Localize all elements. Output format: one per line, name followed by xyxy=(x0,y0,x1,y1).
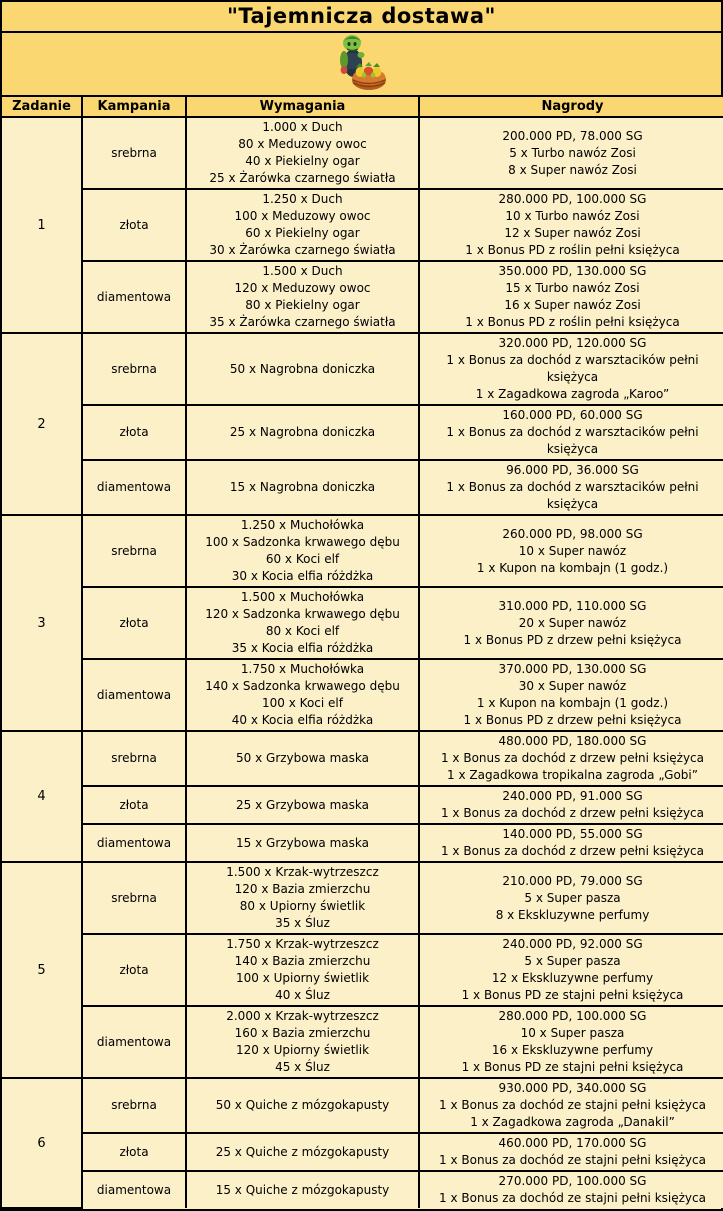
campaign-cell: diamentowa xyxy=(82,659,186,731)
campaign-cell: diamentowa xyxy=(82,824,186,862)
reward-line: 20 x Super nawóz xyxy=(518,615,627,630)
campaign-cell: diamentowa xyxy=(82,1006,186,1078)
requirements-cell xyxy=(186,333,419,405)
tier-row xyxy=(2,333,723,405)
requirement-line: 1.750 x Muchołówka xyxy=(240,662,365,676)
tier-row xyxy=(2,460,723,515)
reward-line: 1 x Bonus za dochód ze stajni pełni księżyca xyxy=(439,1191,706,1205)
requirement-line: 1.250 x Muchołówka xyxy=(240,518,365,532)
rewards-cell xyxy=(419,1006,723,1078)
reward-line: 1 x Bonus za dochód ze stajni pełni księżyca xyxy=(439,1098,706,1112)
rewards-cell xyxy=(419,731,723,786)
requirements-cell xyxy=(186,1171,419,1208)
reward-line: 1 x Bonus PD z roślin pełni księżyca xyxy=(465,243,680,257)
rewards-cell xyxy=(419,189,723,261)
campaign-cell: złota xyxy=(82,786,186,824)
requirement-line: 40 x Piekielny ogar xyxy=(245,154,360,168)
requirements-cell xyxy=(186,824,419,862)
requirement-line: 160 x Bazia zmierzchu xyxy=(234,1026,371,1040)
reward-line: 1 x Bonus za dochód z drzew pełni księżyca xyxy=(440,751,705,765)
tasks-body xyxy=(2,117,723,1208)
requirement-line: 60 x Piekielny ogar xyxy=(245,226,360,240)
reward-line: 30 x Super nawóz xyxy=(518,679,627,693)
requirements-cell xyxy=(186,460,419,515)
reward-line: 350.000 PD, 130.000 SG xyxy=(498,264,647,278)
reward-line: 480.000 PD, 180.000 SG xyxy=(498,734,647,748)
campaign-cell: diamentowa xyxy=(82,1171,186,1208)
task-number-cell: 6 xyxy=(2,1078,82,1208)
column-header-wymagania: Wymagania xyxy=(186,97,419,117)
reward-line: 1 x Bonus za dochód z warsztacików pełni księżyca xyxy=(446,353,699,384)
rewards-cell xyxy=(419,1078,723,1133)
tier-row xyxy=(2,587,723,659)
requirements-cell xyxy=(186,405,419,460)
reward-line: 1 x Zagadkowa zagroda „Danakil” xyxy=(470,1115,675,1129)
tier-row xyxy=(2,1171,723,1208)
requirements-cell xyxy=(186,862,419,934)
campaign-cell: złota xyxy=(82,587,186,659)
tier-row xyxy=(2,189,723,261)
reward-line: 8 x Super nawóz Zosi xyxy=(508,162,637,177)
mascot-banner xyxy=(2,33,721,97)
rewards-cell xyxy=(419,460,723,515)
campaign-cell: złota xyxy=(82,405,186,460)
requirements-cell xyxy=(186,587,419,659)
requirements-cell xyxy=(186,731,419,786)
reward-line: 5 x Super pasza xyxy=(524,954,621,968)
requirement-line: 15 x Nagrobna doniczka xyxy=(229,480,376,494)
tier-row xyxy=(2,1078,723,1133)
reward-line: 5 x Turbo nawóz Zosi xyxy=(509,145,636,160)
reward-line: 160.000 PD, 60.000 SG xyxy=(502,408,643,422)
reward-line: 12 x Ekskluzywne perfumy xyxy=(491,971,654,985)
reward-line: 1 x Bonus za dochód ze stajni pełni księżyca xyxy=(439,1153,706,1167)
requirement-line: 60 x Koci elf xyxy=(265,552,340,566)
requirements-cell xyxy=(186,659,419,731)
requirement-line: 1.500 x Muchołówka xyxy=(240,590,365,604)
requirement-line: 30 x Żarówka czarnego światła xyxy=(209,243,396,257)
reward-line: 12 x Super nawóz Zosi xyxy=(504,226,641,240)
requirement-line: 40 x Śluz xyxy=(275,988,330,1002)
reward-line: 1 x Zagadkowa tropikalna zagroda „Gobi” xyxy=(447,768,698,782)
rewards-cell xyxy=(419,405,723,460)
rewards-cell xyxy=(419,261,723,333)
rewards-cell xyxy=(419,659,723,731)
campaign-cell: złota xyxy=(82,934,186,1006)
reward-line: 460.000 PD, 170.000 SG xyxy=(498,1136,647,1150)
reward-line: 15 x Turbo nawóz Zosi xyxy=(505,281,640,295)
requirement-line: 1.750 x Krzak-wytrzeszcz xyxy=(226,937,379,951)
requirement-line: 120 x Meduzowy owoc xyxy=(234,281,371,295)
requirement-line: 50 x Nagrobna doniczka xyxy=(229,361,376,376)
reward-line: 1 x Bonus PD z drzew pełni księżyca xyxy=(463,713,682,727)
tier-row xyxy=(2,786,723,824)
requirement-line: 35 x Kocia elfia różdżka xyxy=(231,641,374,655)
rewards-cell xyxy=(419,1133,723,1171)
reward-line: 270.000 PD, 100.000 SG xyxy=(498,1174,647,1188)
requirement-line: 15 x Quiche z mózgokapusty xyxy=(215,1182,390,1197)
task-number-cell: 3 xyxy=(2,515,82,731)
campaign-cell: złota xyxy=(82,1133,186,1171)
rewards-cell xyxy=(419,587,723,659)
rewards-cell xyxy=(419,786,723,824)
reward-line: 1 x Zagadkowa zagroda „Karoo” xyxy=(475,387,670,401)
requirement-line: 50 x Grzybowa maska xyxy=(236,751,369,765)
reward-line: 1 x Bonus za dochód z drzew pełni księżyca xyxy=(440,806,705,820)
column-header-kampania: Kampania xyxy=(82,97,186,117)
campaign-cell: srebrna xyxy=(82,333,186,405)
tier-row xyxy=(2,862,723,934)
requirements-cell xyxy=(186,1133,419,1171)
requirement-line: 50 x Quiche z mózgokapusty xyxy=(215,1098,390,1112)
reward-line: 1 x Bonus PD z roślin pełni księżyca xyxy=(465,315,680,329)
campaign-cell: złota xyxy=(82,189,186,261)
campaign-cell: srebrna xyxy=(82,731,186,786)
requirement-line: 120 x Bazia zmierzchu xyxy=(234,882,371,896)
requirements-cell xyxy=(186,1006,419,1078)
rewards-cell xyxy=(419,862,723,934)
requirement-line: 80 x Upiorny świetlik xyxy=(239,899,366,913)
reward-line: 16 x Ekskluzywne perfumy xyxy=(491,1043,654,1057)
requirement-line: 25 x Quiche z mózgokapusty xyxy=(215,1144,390,1159)
reward-line: 10 x Super nawóz xyxy=(518,543,627,558)
requirement-line: 2.000 x Krzak-wytrzeszcz xyxy=(226,1009,379,1023)
quest-table xyxy=(2,97,723,1209)
rewards-cell xyxy=(419,515,723,587)
tier-row xyxy=(2,1133,723,1171)
reward-line: 260.000 PD, 98.000 SG xyxy=(502,526,643,541)
requirements-cell xyxy=(186,261,419,333)
task-number-cell: 1 xyxy=(2,117,82,333)
reward-line: 370.000 PD, 130.000 SG xyxy=(498,662,647,676)
zombie-farmer-basket-icon xyxy=(336,33,388,95)
task-number-cell: 2 xyxy=(2,333,82,515)
rewards-cell xyxy=(419,934,723,1006)
campaign-cell: diamentowa xyxy=(82,460,186,515)
requirement-line: 1.250 x Duch xyxy=(262,192,343,206)
requirement-line: 100 x Upiorny świetlik xyxy=(235,971,370,985)
requirement-line: 80 x Piekielny ogar xyxy=(245,298,360,312)
requirement-line: 140 x Sadzonka krwawego dębu xyxy=(205,679,400,693)
requirement-line: 140 x Bazia zmierzchu xyxy=(234,954,371,968)
requirement-line: 120 x Sadzonka krwawego dębu xyxy=(205,607,400,621)
reward-line: 1 x Kupon na kombajn (1 godz.) xyxy=(476,696,669,710)
reward-line: 280.000 PD, 100.000 SG xyxy=(498,1009,647,1023)
tier-row xyxy=(2,405,723,460)
rewards-cell xyxy=(419,1171,723,1208)
reward-line: 140.000 PD, 55.000 SG xyxy=(502,827,643,841)
requirements-cell xyxy=(186,934,419,1006)
requirement-line: 30 x Kocia elfia różdżka xyxy=(231,569,374,583)
requirement-line: 35 x Śluz xyxy=(275,916,330,930)
reward-line: 210.000 PD, 79.000 SG xyxy=(502,873,643,888)
tier-row xyxy=(2,824,723,862)
reward-line: 1 x Bonus za dochód z warsztacików pełni księżyca xyxy=(446,480,699,511)
campaign-cell: srebrna xyxy=(82,1078,186,1133)
reward-line: 1 x Bonus PD ze stajni pełni księżyca xyxy=(461,1060,684,1074)
requirements-cell xyxy=(186,117,419,189)
reward-line: 310.000 PD, 110.000 SG xyxy=(498,598,647,613)
page-title: "Tajemnicza dostawa" xyxy=(2,2,721,33)
reward-line: 1 x Kupon na kombajn (1 godz.) xyxy=(476,560,669,575)
reward-line: 10 x Super pasza xyxy=(520,1026,625,1040)
header-row xyxy=(2,97,723,117)
requirements-cell xyxy=(186,786,419,824)
tier-row xyxy=(2,1006,723,1078)
requirement-line: 120 x Upiorny świetlik xyxy=(235,1043,370,1057)
campaign-cell: srebrna xyxy=(82,515,186,587)
requirement-line: 100 x Koci elf xyxy=(262,696,343,710)
requirement-line: 25 x Grzybowa maska xyxy=(236,797,369,812)
column-header-nagrody: Nagrody xyxy=(419,97,723,117)
reward-line: 16 x Super nawóz Zosi xyxy=(504,298,641,312)
reward-line: 320.000 PD, 120.000 SG xyxy=(498,336,647,350)
campaign-cell: srebrna xyxy=(82,117,186,189)
campaign-cell: diamentowa xyxy=(82,261,186,333)
reward-line: 240.000 PD, 91.000 SG xyxy=(502,789,643,803)
requirement-line: 100 x Meduzowy owoc xyxy=(234,209,371,223)
reward-line: 8 x Ekskluzywne perfumy xyxy=(495,907,650,922)
tier-row xyxy=(2,731,723,786)
task-number-cell: 4 xyxy=(2,731,82,862)
reward-line: 930.000 PD, 340.000 SG xyxy=(498,1081,647,1095)
reward-line: 1 x Bonus za dochód z drzew pełni księżyca xyxy=(440,844,705,858)
rewards-cell xyxy=(419,824,723,862)
tier-row xyxy=(2,261,723,333)
rewards-cell xyxy=(419,117,723,189)
requirement-line: 40 x Kocia elfia różdżka xyxy=(231,713,374,727)
requirement-line: 25 x Nagrobna doniczka xyxy=(229,425,376,439)
requirements-cell xyxy=(186,515,419,587)
task-number-cell: 5 xyxy=(2,862,82,1078)
reward-line: 200.000 PD, 78.000 SG xyxy=(502,128,643,143)
requirement-line: 45 x Śluz xyxy=(275,1060,330,1074)
tier-row xyxy=(2,659,723,731)
reward-line: 280.000 PD, 100.000 SG xyxy=(498,192,647,206)
requirements-cell xyxy=(186,1078,419,1133)
tier-row xyxy=(2,117,723,189)
tier-row xyxy=(2,934,723,1006)
tier-row xyxy=(2,515,723,587)
requirement-line: 80 x Meduzowy owoc xyxy=(238,137,367,151)
requirement-line: 80 x Koci elf xyxy=(265,624,340,638)
requirement-line: 1.500 x Duch xyxy=(262,264,343,278)
reward-line: 10 x Turbo nawóz Zosi xyxy=(505,209,640,223)
reward-line: 5 x Super pasza xyxy=(524,890,621,905)
reward-line: 240.000 PD, 92.000 SG xyxy=(502,937,643,951)
requirement-line: 25 x Żarówka czarnego światła xyxy=(209,171,396,185)
reward-line: 1 x Bonus PD ze stajni pełni księżyca xyxy=(461,988,684,1002)
column-header-zadanie: Zadanie xyxy=(2,97,82,117)
campaign-cell: srebrna xyxy=(82,862,186,934)
requirement-line: 100 x Sadzonka krwawego dębu xyxy=(205,535,400,549)
reward-line: 96.000 PD, 36.000 SG xyxy=(506,463,639,477)
requirements-cell xyxy=(186,189,419,261)
reward-line: 1 x Bonus za dochód z warsztacików pełni księżyca xyxy=(446,425,699,456)
requirement-line: 1.000 x Duch xyxy=(262,120,343,134)
reward-line: 1 x Bonus PD z drzew pełni księżyca xyxy=(463,632,682,647)
requirement-line: 15 x Grzybowa maska xyxy=(236,835,369,850)
rewards-cell xyxy=(419,333,723,405)
requirement-line: 35 x Żarówka czarnego światła xyxy=(209,315,396,329)
requirement-line: 1.500 x Krzak-wytrzeszcz xyxy=(226,865,379,879)
